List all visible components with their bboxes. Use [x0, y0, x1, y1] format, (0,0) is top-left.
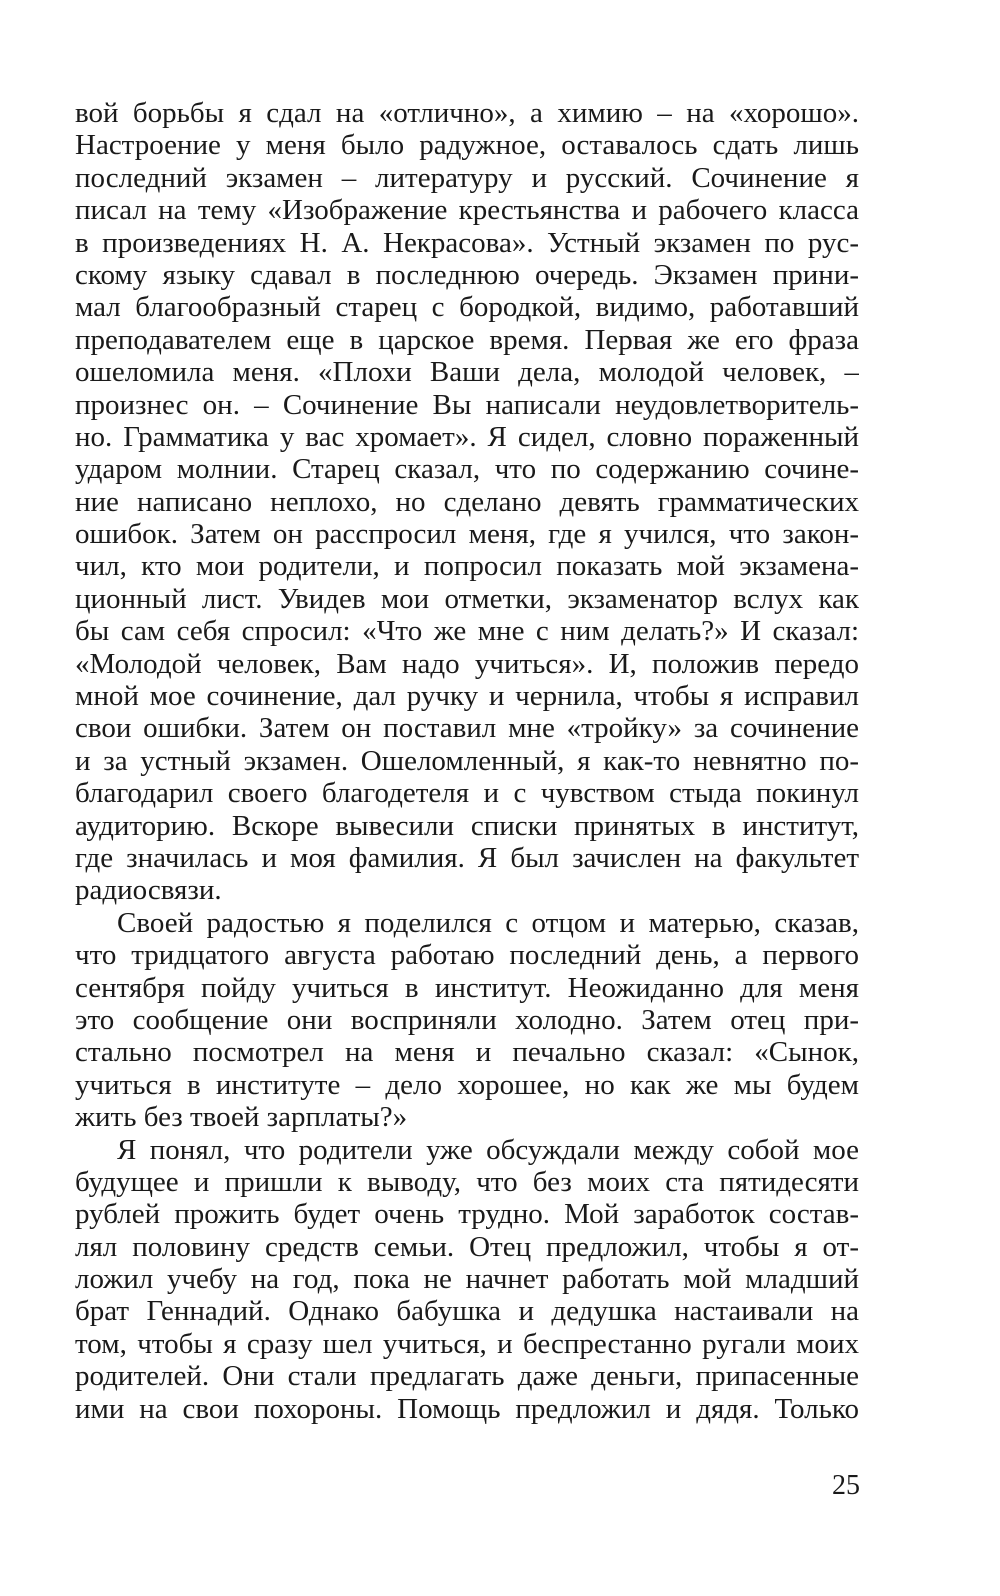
text-line: где значилась и моя фамилия. Я был зачислен на факультет	[75, 841, 859, 874]
text-line: ложил учебу на год, пока не начнет работать мой младший	[75, 1263, 859, 1296]
paragraph	[75, 1134, 859, 1426]
text-line: будущее и пришли к выводу, что без моих ста пятидесяти	[75, 1165, 859, 1198]
text-line: радиосвязи.	[75, 874, 222, 907]
text-line: «Молодой человек, Вам надо учиться». И, положив передо	[75, 647, 859, 680]
text-line: брат Геннадий. Однако бабушка и дедушка настаивали на	[75, 1295, 859, 1328]
text-line: писал на тему «Изображение крестьянства и рабочего класса	[75, 194, 859, 227]
text-line: Настроение у меня было радужное, оставалось сдать лишь	[75, 129, 859, 162]
text-line: ние написано неплохо, но сделано девять грамматических	[75, 485, 859, 518]
text-line: последний экзамен – литературу и русский. Сочинение я	[75, 161, 859, 194]
text-line: жить без твоей зарплаты?»	[75, 1101, 408, 1134]
text-line: чил, кто мои родители, и попросил показать мой экзамена-	[75, 550, 859, 583]
text-line: свои ошибки. Затем он поставил мне «тройку» за сочинение	[75, 712, 859, 745]
text-line: произнес он. – Сочинение Вы написали неудовлетворитель-	[75, 388, 859, 421]
text-line: ударом молнии. Старец сказал, что по содержанию сочине-	[75, 453, 859, 486]
text-line: родителей. Они стали предлагать даже деньги, припасенные	[75, 1360, 859, 1393]
text-line: рублей прожить будет очень трудно. Мой заработок состав-	[75, 1198, 859, 1231]
text-line: Своей радостью я поделился с отцом и матерью, сказав,	[117, 906, 859, 939]
text-line: вой борьбы я сдал на «отлично», а химию – на «хорошо».	[75, 97, 859, 129]
paragraph	[75, 907, 859, 1134]
text-line: учиться в институте – дело хорошее, но как же мы будем	[75, 1068, 859, 1101]
text-line: благодарил своего благодетеля и с чувством стыда покинул	[75, 777, 859, 810]
text-line: стально посмотрел на меня и печально сказал: «Сынок,	[75, 1036, 859, 1069]
body-text	[75, 97, 859, 1425]
text-line: преподавателем еще в царское время. Первая же его фраза	[75, 323, 859, 356]
text-line: скому языку сдавал в последнюю очередь. Экзамен прини-	[75, 258, 859, 291]
text-line: это сообщение они восприняли холодно. Затем отец при-	[75, 1003, 859, 1036]
text-line: ими на свои похороны. Помощь предложил и дядя. Только	[75, 1392, 859, 1425]
text-line: что тридцатого августа работаю последний день, а первого	[75, 939, 859, 972]
page-number: 25	[832, 1470, 860, 1501]
text-line: ошеломила меня. «Плохи Ваши дела, молодой человек, –	[75, 356, 859, 389]
text-line: бы сам себя спросил: «Что же мне с ним делать?» И сказал:	[75, 615, 859, 648]
text-line: и за устный экзамен. Ошеломленный, я как-то невнятно по-	[75, 744, 859, 777]
text-line: но. Грамматика у вас хромает». Я сидел, словно пораженный	[75, 420, 859, 453]
text-line: сентября пойду учиться в институт. Неожиданно для меня	[75, 971, 859, 1004]
text-line: лял половину средств семьи. Отец предложил, чтобы я от-	[75, 1230, 859, 1263]
text-line: аудиторию. Вскоре вывесили списки принятых в институт,	[75, 809, 859, 842]
text-line: мал благообразный старец с бородкой, видимо, работавший	[75, 291, 859, 324]
text-line: ционный лист. Увидев мои отметки, экзаменатор вслух как	[75, 582, 859, 615]
paragraph	[75, 97, 859, 907]
text-line: ошибок. Затем он расспросил меня, где я учился, что закон-	[75, 518, 859, 551]
text-line: том, чтобы я сразу шел учиться, и беспрестанно ругали моих	[75, 1327, 859, 1360]
text-line: в произведениях Н. А. Некрасова». Устный экзамен по рус-	[75, 226, 859, 259]
text-line: мной мое сочинение, дал ручку и чернила, чтобы я исправил	[75, 680, 859, 713]
text-line: Я понял, что родители уже обсуждали между собой мое	[117, 1133, 859, 1166]
